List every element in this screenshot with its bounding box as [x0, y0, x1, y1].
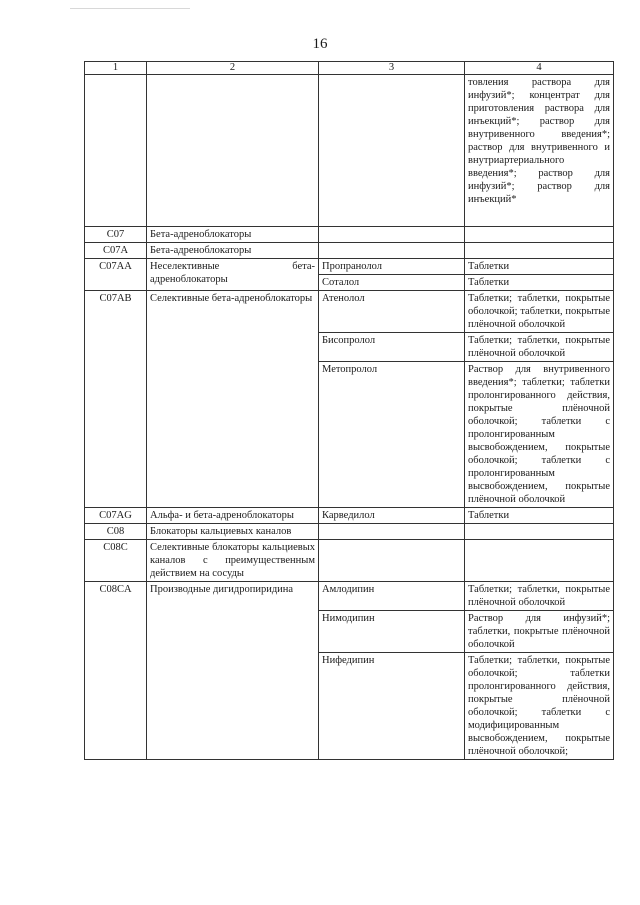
- group-name: Бета-адреноблокаторы: [147, 243, 319, 259]
- group-name: Селективные блокаторы кальциевых каналов с преимущественным действием на сосуды: [147, 540, 319, 582]
- table-row: [85, 508, 614, 524]
- atc-code: C08C: [85, 540, 147, 582]
- atc-code: C08CA: [85, 582, 147, 760]
- table-cell: [85, 75, 147, 227]
- drug-name: Нифедипин: [319, 653, 465, 760]
- column-header: 4: [465, 62, 614, 75]
- scan-artifact: [70, 8, 190, 9]
- table-cell: [465, 524, 614, 540]
- table-row: [85, 227, 614, 243]
- dosage-forms: Раствор для внутривенного введения*; таблетки; таблетки пролонгированного действия, покрытые плёночной оболочкой; таблетки с пролонгированным высвобождением, покрытые оболочкой; таблетки с пролонгированным высвобождением, покрытые плёночной оболочкой: [465, 362, 614, 508]
- column-header-row: [85, 62, 614, 75]
- table-row: [85, 291, 614, 333]
- dosage-forms: Таблетки; таблетки, покрытые оболочкой; таблетки, покрытые плёночной оболочкой: [465, 291, 614, 333]
- group-name: Селективные бета-адреноблокаторы: [147, 291, 319, 508]
- table-row: [85, 75, 614, 227]
- group-name: Неселективные бета-адреноблокаторы: [147, 259, 319, 291]
- table-row: [85, 540, 614, 582]
- atc-code: C08: [85, 524, 147, 540]
- drug-name: Метопролол: [319, 362, 465, 508]
- drug-table: [84, 61, 614, 760]
- dosage-forms: Таблетки: [465, 275, 614, 291]
- table-cell: [147, 75, 319, 227]
- dosage-forms: Таблетки; таблетки, покрытые плёночной оболочкой: [465, 333, 614, 362]
- table-cell: [319, 227, 465, 243]
- atc-code: C07A: [85, 243, 147, 259]
- table-row: [85, 582, 614, 611]
- group-name: Производные дигидропиридина: [147, 582, 319, 760]
- table-cell: [465, 227, 614, 243]
- continuation-forms: товления раствора для инфузий*; концентрат для приготовления раствора для инъекций*; раствор для внутривенного введения*; раствор для внутривенного и внутриартериального введения*; раствор для инфузий*; раствор для инъекций*: [465, 75, 614, 227]
- table-cell: [465, 540, 614, 582]
- dosage-forms: Таблетки: [465, 259, 614, 275]
- table-cell: [319, 524, 465, 540]
- atc-code: C07: [85, 227, 147, 243]
- drug-name: Соталол: [319, 275, 465, 291]
- dosage-forms: Таблетки; таблетки, покрытые плёночной оболочкой: [465, 582, 614, 611]
- page-number: 16: [312, 36, 328, 52]
- drug-name: Пропранолол: [319, 259, 465, 275]
- drug-name: Бисопролол: [319, 333, 465, 362]
- column-header: 3: [319, 62, 465, 75]
- dosage-forms: Таблетки; таблетки, покрытые оболочкой; таблетки пролонгированного действия, покрытые плёночной оболочкой; таблетки с модифицированным высвобождением, покрытые плёночной оболочкой;: [465, 653, 614, 760]
- atc-code: C07AG: [85, 508, 147, 524]
- drug-name: Амлодипин: [319, 582, 465, 611]
- table-cell: [465, 243, 614, 259]
- table-cell: [319, 243, 465, 259]
- atc-code: C07AB: [85, 291, 147, 508]
- group-name: Бета-адреноблокаторы: [147, 227, 319, 243]
- column-header: 1: [85, 62, 147, 75]
- drug-name: Нимодипин: [319, 611, 465, 653]
- table-row: [85, 259, 614, 275]
- table-cell: [319, 540, 465, 582]
- dosage-forms: Таблетки: [465, 508, 614, 524]
- dosage-forms: Раствор для инфузий*; таблетки, покрытые плёночной оболочкой: [465, 611, 614, 653]
- table-row: [85, 524, 614, 540]
- table-cell: [319, 75, 465, 227]
- atc-code: C07AA: [85, 259, 147, 291]
- drug-name: Карведилол: [319, 508, 465, 524]
- table-row: [85, 243, 614, 259]
- group-name: Альфа- и бета-адреноблокаторы: [147, 508, 319, 524]
- group-name: Блокаторы кальциевых каналов: [147, 524, 319, 540]
- drug-name: Атенолол: [319, 291, 465, 333]
- column-header: 2: [147, 62, 319, 75]
